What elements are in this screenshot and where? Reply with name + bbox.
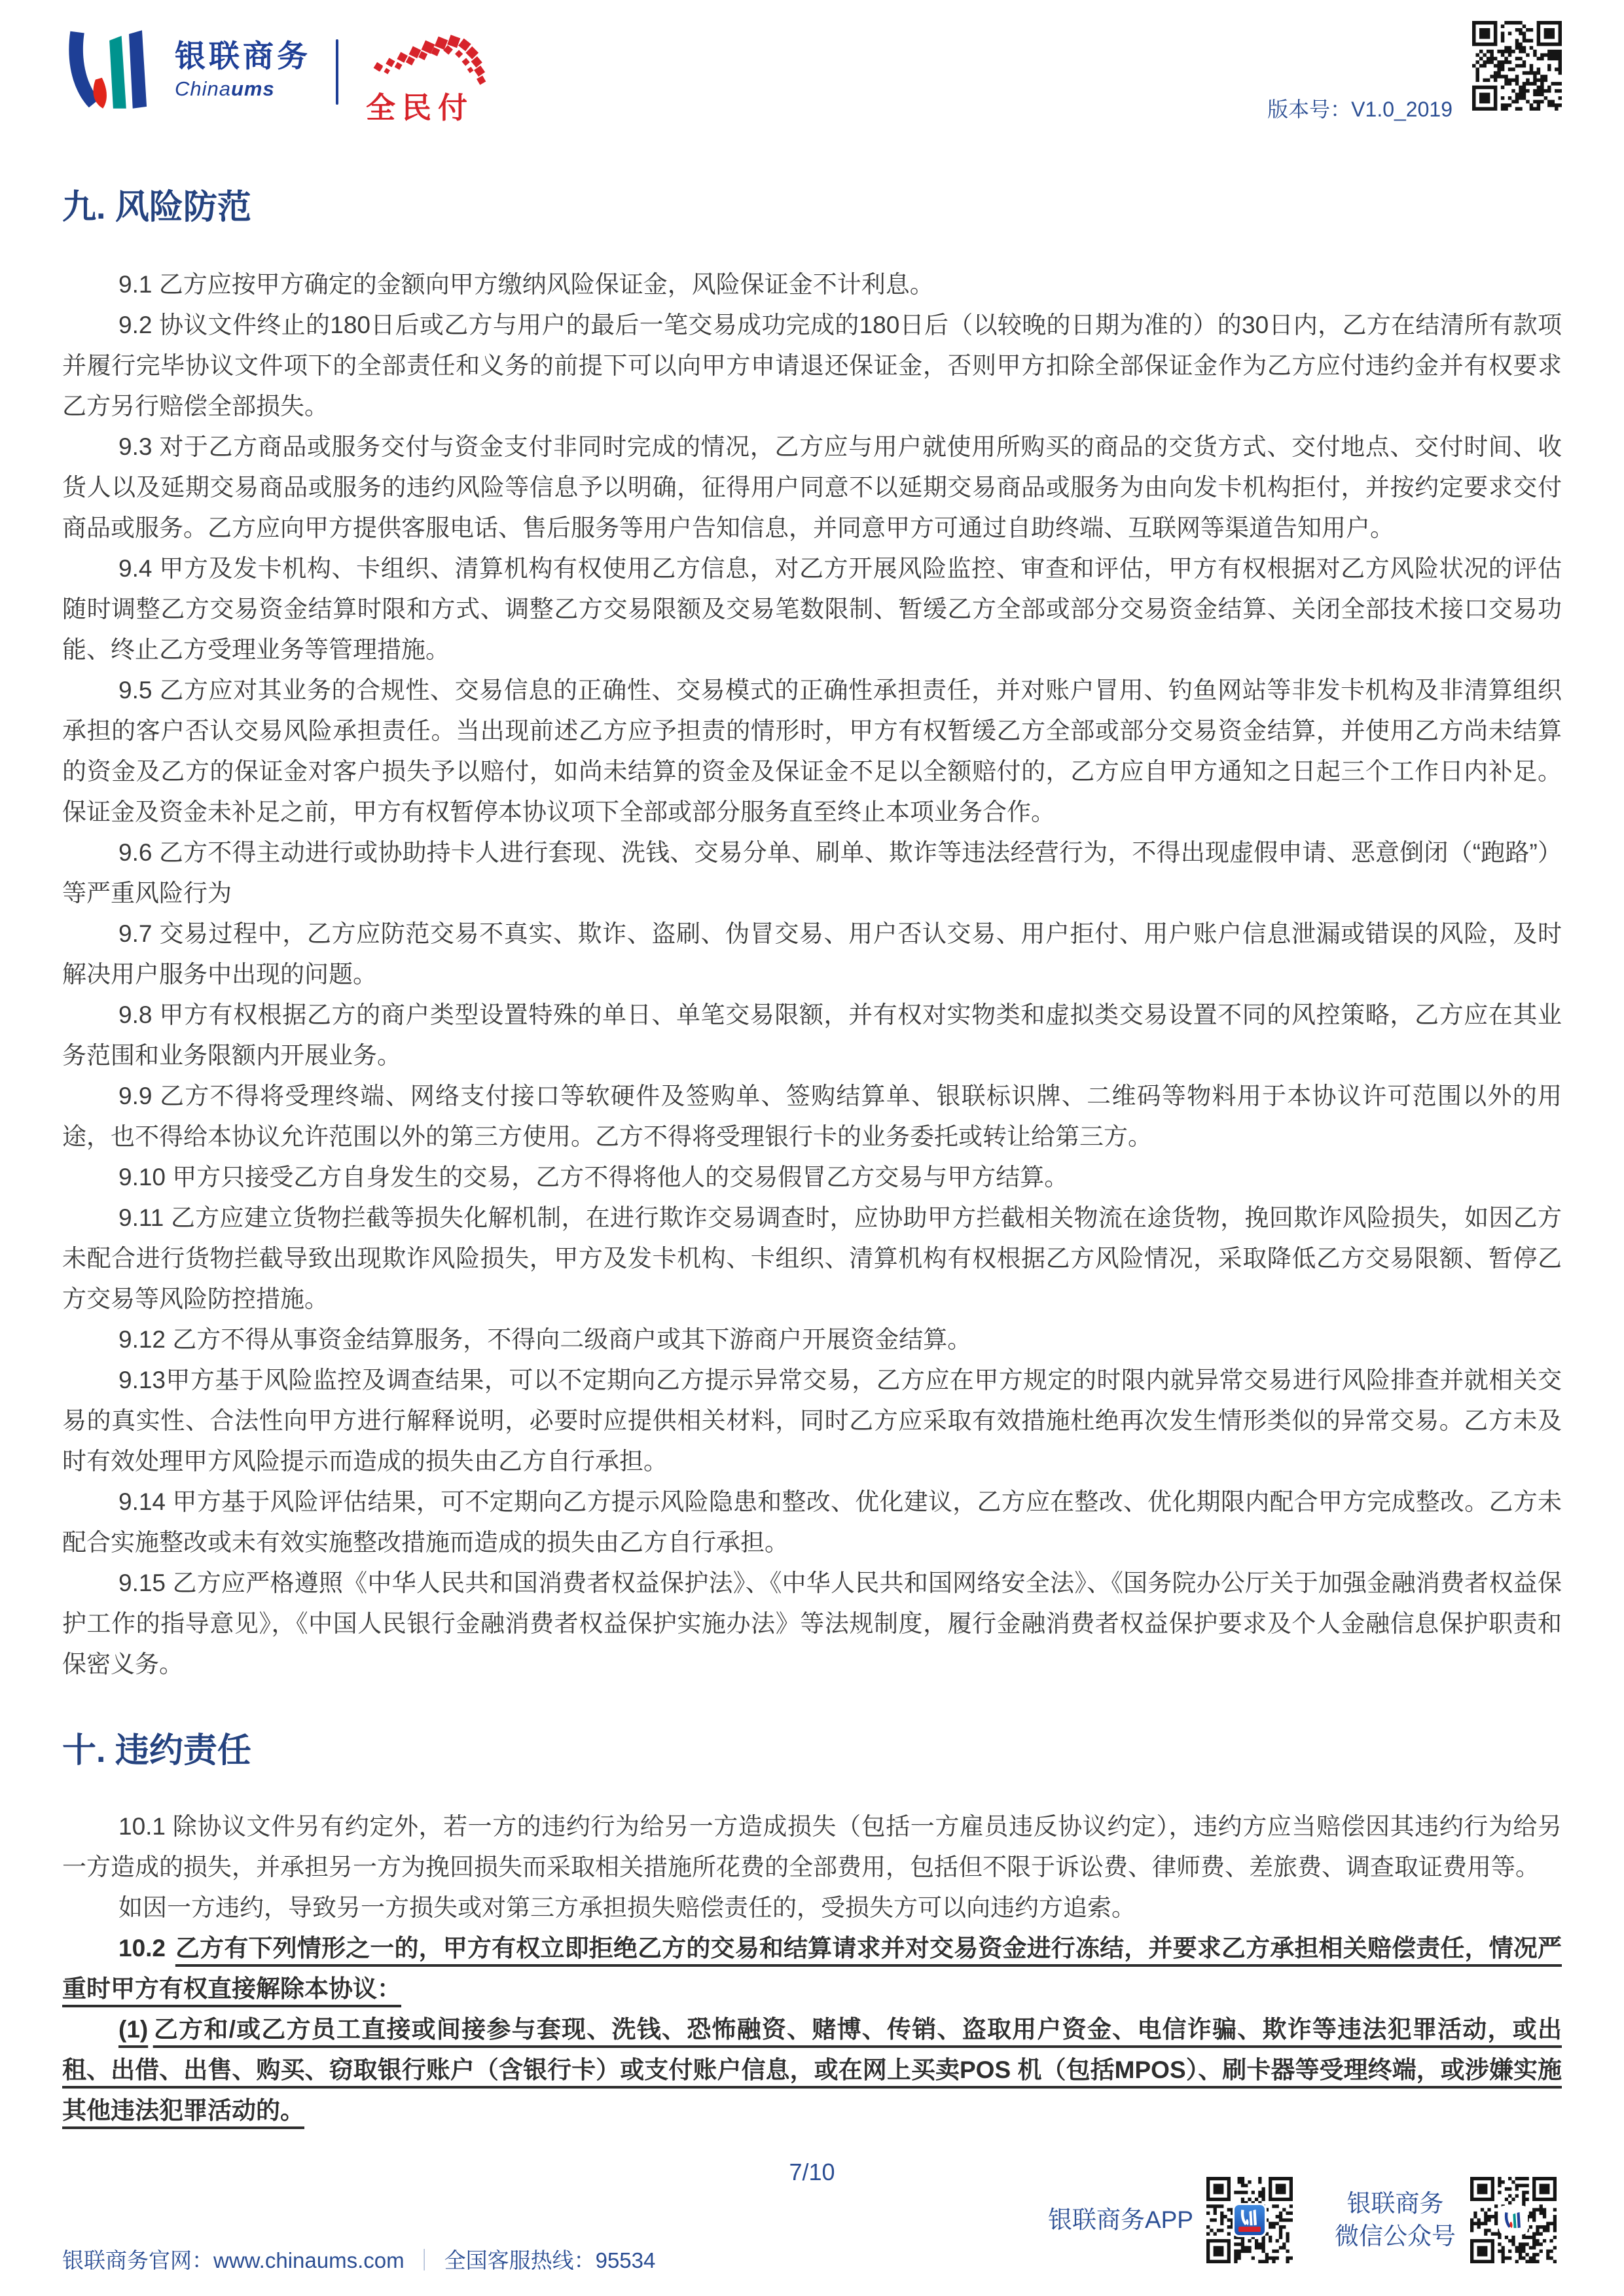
app-icon: [1233, 2203, 1267, 2237]
clause-text: 乙方有下列情形之一的，甲方有权立即拒绝乙方的交易和结算请求并对交易资金进行冻结，并要求乙方承担相关赔偿责任，情况严重时甲方有权直接解除本协议：: [62, 1935, 1562, 2002]
brand-en-china: China: [175, 77, 231, 100]
app-icon-banner: [1238, 2227, 1261, 2232]
checkered-flag-icon: [361, 29, 505, 92]
wechat-qr-code: [1470, 2177, 1557, 2263]
contract-clause-9-7: 9.7 交易过程中，乙方应防范交易不真实、欺诈、盗刷、伪冒交易、用户否认交易、用户拒付、用户账户信息泄漏或错误的风险，及时解决用户服务中出现的问题。: [62, 920, 1562, 988]
contract-clause-10-2-1: [62, 2009, 1562, 2131]
wechat-qr-label-line2: 微信公众号: [1335, 2223, 1456, 2250]
header-qr-code: [1472, 21, 1562, 111]
brand-name-en: [175, 77, 311, 101]
wechat-qr-label-line1: 银联商务: [1346, 2190, 1444, 2217]
section-title-risk: 九. 风险防范: [62, 188, 251, 226]
contract-clause-9-12: 9.12 乙方不得从事资金结算服务，不得向二级商户或其下游商户开展资金结算。: [118, 1326, 972, 1353]
section-title-breach: 十. 违约责任: [62, 1732, 251, 1770]
contract-clause-9-13: 9.13甲方基于风险监控及调查结果，可以不定期向乙方提示异常交易，乙方应在甲方规定的时限内就异常交易进行风险排查并就相关交易的真实性、合法性向甲方进行解释说明，必要时应提供相关材料，同时乙方应采取有效措施杜绝再次发生情形类似的异常交易。乙方未及时有效处理甲方风险提示而造成的损失由乙方自行承担。: [62, 1367, 1562, 1475]
footer-separator: ｜: [413, 2248, 435, 2272]
app-logo-mark-icon: [1240, 2209, 1259, 2226]
wechat-qr-label: [1335, 2187, 1456, 2253]
logo-divider: [336, 39, 338, 105]
footer-website: 银联商务官网：www.chinaums.com: [62, 2248, 405, 2272]
contract-clause-9-10: 9.10 甲方只接受乙方自身发生的交易，乙方不得将他人的交易假冒乙方交易与甲方结算。: [118, 1164, 1069, 1191]
contract-clause-9-5: 9.5 乙方应对其业务的合规性、交易信息的正确性、交易模式的正确性承担责任，并对账户冒用、钓鱼网站等非发卡机构及非清算组织承担的客户否认交易风险承担责任。当出现前述乙方应予担责的情形时，甲方有权暂缓乙方全部或部分交易资金结算，并使用乙方尚未结算的资金及乙方的保证金对客户损失予以赔付，如尚未结算的资金及保证金不足以全额赔付的，乙方应自甲方通知之日起三个工作日内补足。保证金及资金未补足之前，甲方有权暂停本协议项下全部或部分服务直至终止本项业务合作。: [62, 677, 1562, 825]
version-label: 版本号：V1.0_2019: [1267, 98, 1453, 121]
contract-clause-9-9: 9.9 乙方不得将受理终端、网络支付接口等软硬件及签购单、签购结算单、银联标识牌、二维码等物料用于本协议许可范围以外的用途，也不得给本协议允许范围以外的第三方使用。乙方不得将受理银行卡的业务委托或转让给第三方。: [62, 1083, 1562, 1150]
page-number: 7/10: [789, 2159, 835, 2185]
contract-clause-9-15: 9.15 乙方应严格遵照《中华人民共和国消费者权益保护法》、《中华人民共和国网络安全法》、《国务院办公厅关于加强金融消费者权益保护工作的指导意见》，《中国人民银行金融消费者权益保护实施办法》等法规制度，履行金融消费者权益保护要求及个人金融信息保护职责和保密义务。: [62, 1570, 1562, 1677]
clause-number: 10.2: [118, 1935, 166, 1962]
chinaums-logo: [62, 27, 311, 111]
quanminfu-logo: [361, 29, 505, 126]
brand-name: 银联商务: [175, 39, 311, 73]
chip-logo-mark-icon: [1504, 2212, 1523, 2229]
footer-contact-line: [62, 2244, 655, 2274]
page-header: [62, 27, 505, 126]
footer-hotline: 全国客服热线：95534: [444, 2248, 656, 2272]
app-qr-code: [1206, 2177, 1293, 2263]
clause-number: (1): [118, 2016, 149, 2043]
brand-text-block: [175, 39, 311, 111]
contract-clause-9-1: 9.1 乙方应按甲方确定的金额向甲方缴纳风险保证金，风险保证金不计利息。: [118, 271, 934, 298]
contract-clause-9-14: 9.14 甲方基于风险评估结果，可不定期向乙方提示风险隐患和整改、优化建议，乙方应在整改、优化期限内配合甲方完成整改。乙方未配合实施整改或未有效实施整改措施而造成的损失由乙方自行承担。: [62, 1488, 1562, 1556]
contract-clause-10-1: 10.1 除协议文件另有约定外，若一方的违约行为给另一方造成损失（包括一方雇员违反协议约定），违约方应当赔偿因其违约行为给另一方造成的损失，并承担另一方为挽回损失而采取相关措施所花费的全部费用，包括但不限于诉讼费、律师费、差旅费、调查取证费用等。: [62, 1813, 1562, 1880]
contract-clause-10-2: [62, 1928, 1562, 2009]
contract-body: [62, 188, 1562, 2131]
contract-clause-9-11: 9.11 乙方应建立货物拦截等损失化解机制，在进行欺诈交易调查时，应协助甲方拦截相关物流在途货物，挽回欺诈风险损失，如因乙方未配合进行货物拦截导致出现欺诈风险损失，甲方及发卡机构、卡组织、清算机构有权根据乙方风险情况，采取降低乙方交易限额、暂停乙方交易等风险防控措施。: [62, 1204, 1562, 1312]
brand-en-ums: ums: [231, 77, 275, 100]
contract-clause-9-2: 9.2 协议文件终止的180日后或乙方与用户的最后一笔交易成功完成的180日后（以较晚的日期为准的）的30日内，乙方在结清所有款项并履行完毕协议文件项下的全部责任和义务的前提下可以向甲方申请退还保证金，否则甲方扣除全部保证金作为乙方应付违约金并有权要求乙方另行赔偿全部损失。: [62, 312, 1562, 420]
contract-clause-10-1b: 如因一方违约，导致另一方损失或对第三方承担损失赔偿责任的，受损失方可以向违约方追索。: [118, 1894, 1136, 1921]
contract-clause-9-8: 9.8 甲方有权根据乙方的商户类型设置特殊的单日、单笔交易限额，并有权对实物类和虚拟类交易设置不同的风控策略，乙方应在其业务范围和业务限额内开展业务。: [62, 1001, 1562, 1069]
contract-clause-9-4: 9.4 甲方及发卡机构、卡组织、清算机构有权使用乙方信息，对乙方开展风险监控、审查和评估，甲方有权根据对乙方风险状况的评估随时调整乙方交易资金结算时限和方式、调整乙方交易限额及交易笔数限制、暂缓乙方全部或部分交易资金结算、关闭全部技术接口交易功能、终止乙方受理业务等管理措施。: [62, 555, 1562, 663]
clause-text: 乙方和/或乙方员工直接或间接参与套现、洗钱、恐怖融资、赌博、传销、盗取用户资金、电信诈骗、欺诈等违法犯罪活动，或出租、出借、出售、购买、窃取银行账户（含银行卡）或支付账户信息，或在网上买卖POS 机（包括MPOS）、刷卡器等受理终端，或涉嫌实施其他违法犯罪活动的。: [62, 2016, 1562, 2124]
product-name: 全民付: [366, 91, 475, 124]
contract-clause-9-3: 9.3 对于乙方商品或服务交付与资金支付非同时完成的情况，乙方应与用户就使用所购买的商品的交货方式、交付地点、交付时间、收货人以及延期交易商品或服务的违约风险等信息予以明确，征得用户同意不以延期交易商品或服务为由向发卡机构拒付，并按约定要求交付商品或服务。乙方应向甲方提供客服电话、售后服务等用户告知信息，并同意甲方可通过自助终端、互联网等渠道告知用户。: [62, 433, 1562, 541]
wechat-qr-logo-chip: [1499, 2206, 1528, 2234]
app-qr-label: 银联商务APP: [1047, 2206, 1193, 2234]
contract-clause-9-6: 9.6 乙方不得主动进行或协助持卡人进行套现、洗钱、交易分单、刷单、欺诈等违法经营行为，不得出现虚假申请、恶意倒闭（“跑路”）等严重风险行为: [62, 839, 1562, 906]
chinaums-logo-mark-icon: [62, 27, 160, 111]
footer-qr-row: [1048, 2177, 1557, 2263]
